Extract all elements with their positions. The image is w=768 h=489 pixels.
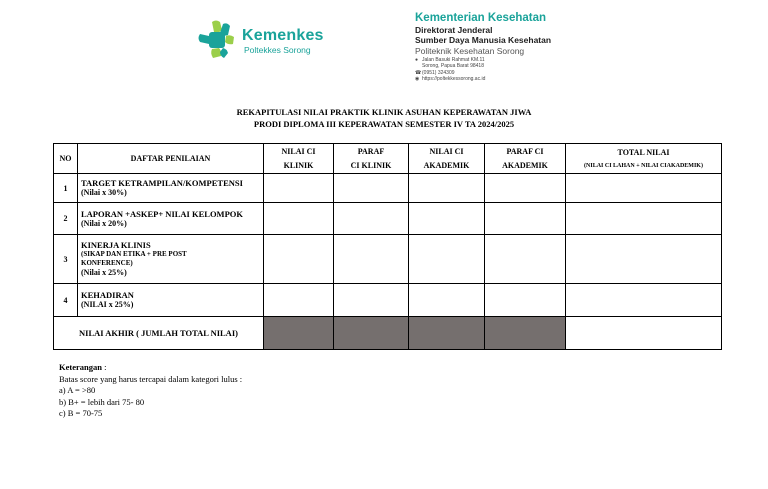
directorate-line-2: Sumber Daya Manusia Kesehatan bbox=[415, 35, 552, 45]
institution-header bbox=[415, 11, 551, 82]
cell-paraf-ci-klinik[interactable] bbox=[334, 284, 409, 317]
table-row bbox=[54, 203, 722, 235]
row-item: KINERJA KLINIS (SIKAP DAN ETIKA + PRE POST KONFERENCE) (Nilai x 25%) bbox=[78, 235, 264, 284]
final-nilai-ci-akademik-shaded bbox=[409, 317, 485, 350]
final-paraf-ci-klinik-shaded bbox=[334, 317, 409, 350]
title-line-2: PRODI DIPLOMA III KEPERAWATAN SEMESTER IV TA 2024/2025 bbox=[253, 119, 515, 129]
cell-nilai-ci-akademik[interactable] bbox=[409, 284, 485, 317]
title-line-1: REKAPITULASI NILAI PRAKTIK KLINIK ASUHAN KEPERAWATAN JIWA bbox=[236, 107, 532, 117]
cell-paraf-ci-klinik[interactable] bbox=[334, 203, 409, 235]
logo-subtitle: Poltekkes Sorong bbox=[244, 45, 311, 55]
cell-nilai-ci-akademik[interactable] bbox=[409, 174, 485, 203]
ministry-name: Kementerian Kesehatan bbox=[415, 12, 547, 24]
header-paraf-ci-klinik: PARAF CI KLINIK bbox=[334, 144, 409, 174]
globe-icon: ◉ bbox=[415, 75, 420, 82]
cell-paraf-ci-akademik[interactable] bbox=[485, 203, 566, 235]
assessment-table bbox=[53, 143, 722, 350]
table-header-row bbox=[54, 144, 722, 174]
notes-heading: Keterangan : bbox=[59, 362, 107, 372]
cell-paraf-ci-akademik[interactable] bbox=[485, 284, 566, 317]
cell-nilai-ci-klinik[interactable] bbox=[264, 203, 334, 235]
header-daftar-penilaian: DAFTAR PENILAIAN bbox=[78, 144, 264, 174]
notes-intro: Batas score yang harus tercapai dalam kategori lulus : bbox=[59, 373, 243, 384]
row-number: 1 bbox=[54, 174, 78, 203]
cell-nilai-ci-klinik[interactable] bbox=[264, 235, 334, 284]
row-item: LAPORAN +ASKEP+ NILAI KELOMPOK (Nilai x 20%) bbox=[78, 203, 264, 235]
cell-nilai-ci-klinik[interactable] bbox=[264, 284, 334, 317]
cell-nilai-ci-akademik[interactable] bbox=[409, 203, 485, 235]
notes-item: c) B = 70-75 bbox=[59, 408, 103, 418]
header-nilai-ci-klinik: NILAI CI KLINIK bbox=[264, 144, 334, 174]
row-number: 4 bbox=[54, 284, 78, 317]
table-row bbox=[54, 235, 722, 284]
cell-total-nilai[interactable] bbox=[566, 203, 722, 235]
notes-item: b) B+ = lebih dari 75- 80 bbox=[59, 396, 145, 407]
document-title bbox=[0, 106, 768, 130]
final-score-label: NILAI AKHIR ( JUMLAH TOTAL NILAI) bbox=[54, 317, 264, 350]
location-pin-icon: ● bbox=[415, 57, 419, 63]
cell-total-nilai[interactable] bbox=[566, 235, 722, 284]
phone-line: ☎ (0951) 324309 bbox=[415, 69, 455, 76]
header-paraf-ci-akademik: PARAF CI AKADEMIK bbox=[485, 144, 566, 174]
institution-name: Politeknik Kesehatan Sorong bbox=[415, 46, 525, 56]
final-nilai-ci-klinik-shaded bbox=[264, 317, 334, 350]
row-item: TARGET KETRAMPILAN/KOMPETENSI (Nilai x 30%) bbox=[78, 174, 264, 203]
directorate-line-1: Direktorat Jenderal bbox=[415, 25, 493, 35]
cell-total-nilai[interactable] bbox=[566, 284, 722, 317]
address-line-2: Sorong, Papua Barat 98418 bbox=[422, 63, 484, 70]
cell-paraf-ci-klinik[interactable] bbox=[334, 235, 409, 284]
phone-icon: ☎ bbox=[415, 69, 422, 76]
cell-paraf-ci-akademik[interactable] bbox=[485, 235, 566, 284]
final-score-row bbox=[54, 317, 722, 350]
cell-paraf-ci-akademik[interactable] bbox=[485, 174, 566, 203]
notes-item: a) A = >80 bbox=[59, 385, 96, 395]
cell-paraf-ci-klinik[interactable] bbox=[334, 174, 409, 203]
header-no: NO bbox=[54, 144, 78, 174]
address-line-1: ● Jalan Basuki Rahmat KM.11 bbox=[415, 57, 485, 63]
table-row bbox=[54, 284, 722, 317]
logo-title: Kemenkes bbox=[242, 27, 324, 44]
final-paraf-ci-akademik-shaded bbox=[485, 317, 566, 350]
cell-nilai-ci-akademik[interactable] bbox=[409, 235, 485, 284]
row-number: 2 bbox=[54, 203, 78, 235]
header-total-nilai: TOTAL NILAI (NILAI CI LAHAN + NILAI CIAKADEMIK) bbox=[566, 144, 722, 174]
website-line: ◉ https://poltekkessorong.ac.id bbox=[415, 75, 486, 82]
cell-nilai-ci-klinik[interactable] bbox=[264, 174, 334, 203]
notes-section bbox=[59, 362, 242, 420]
row-number: 3 bbox=[54, 235, 78, 284]
final-total-nilai-cell[interactable] bbox=[566, 317, 722, 350]
table-row bbox=[54, 174, 722, 203]
row-item: KEHADIRAN (NILAI x 25%) bbox=[78, 284, 264, 317]
header-nilai-ci-akademik: NILAI CI AKADEMIK bbox=[409, 144, 485, 174]
kemenkes-logo-icon bbox=[196, 18, 242, 64]
cell-total-nilai[interactable] bbox=[566, 174, 722, 203]
